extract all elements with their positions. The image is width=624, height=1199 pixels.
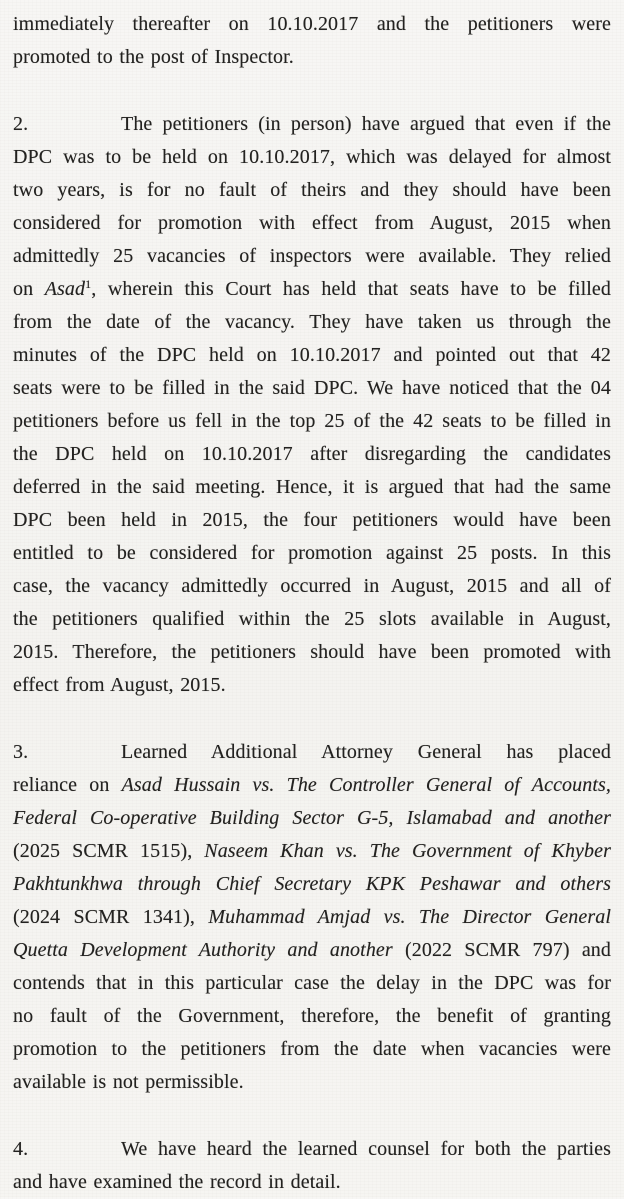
text-segment: (2025 SCMR 1515), bbox=[13, 840, 205, 862]
text-segment: seats were to be filled in the said DPC. We have noticed that the 04 bbox=[13, 377, 611, 399]
text-line bbox=[13, 372, 611, 405]
text-segment: deferred in the said meeting. Hence, it is argued that had the same bbox=[13, 476, 611, 498]
text-segment: (2024 SCMR 1341), bbox=[13, 906, 209, 928]
text-line bbox=[13, 8, 611, 41]
text-line bbox=[13, 471, 611, 504]
text-line bbox=[13, 636, 611, 669]
text-segment: Asad Hussain vs. The Controller General of Accounts, bbox=[121, 774, 611, 796]
text-line bbox=[13, 901, 611, 934]
text-line bbox=[13, 769, 611, 802]
text-line bbox=[13, 174, 611, 207]
text-segment: Asad bbox=[44, 278, 86, 300]
text-line bbox=[13, 934, 611, 967]
text-segment: We have heard the learned counsel for both the parties bbox=[121, 1138, 611, 1160]
paragraph-number: 4. bbox=[13, 1138, 29, 1160]
text-line bbox=[13, 1133, 611, 1166]
text-line bbox=[13, 108, 611, 141]
text-segment: Learned Additional Attorney General has placed bbox=[121, 741, 611, 763]
paragraph-number: 3. bbox=[13, 741, 29, 763]
text-segment: effect from August, 2015. bbox=[13, 674, 226, 696]
text-segment: admittedly 25 vacancies of inspectors were available. They relied bbox=[13, 245, 611, 267]
text-line bbox=[13, 1000, 611, 1033]
paragraph-number: 2. bbox=[13, 113, 29, 135]
text-line bbox=[13, 405, 611, 438]
text-segment: considered for promotion with effect from August, 2015 when bbox=[13, 212, 611, 234]
text-line bbox=[13, 669, 611, 702]
text-segment: no fault of the Government, therefore, the benefit of granting bbox=[13, 1005, 611, 1027]
text-line bbox=[13, 41, 611, 74]
text-segment: case, the vacancy admittedly occurred in August, 2015 and all of bbox=[13, 575, 611, 597]
text-line bbox=[13, 1033, 611, 1066]
text-segment: the DPC held on 10.10.2017 after disregarding the candidates bbox=[13, 443, 611, 465]
text-line bbox=[13, 868, 611, 901]
text-segment: , wherein this Court has held that seats have to be filled bbox=[91, 278, 611, 300]
text-segment: contends that in this particular case the delay in the DPC was for bbox=[13, 972, 611, 994]
text-segment: The petitioners (in person) have argued that even if the bbox=[121, 113, 611, 135]
text-line bbox=[13, 603, 611, 636]
text-line bbox=[13, 141, 611, 174]
text-line bbox=[13, 306, 611, 339]
paragraph bbox=[13, 108, 611, 702]
text-segment: petitioners before us fell in the top 25 of the 42 seats to be filled in bbox=[13, 410, 611, 432]
text-segment: and have examined the record in detail. bbox=[13, 1171, 341, 1193]
text-segment: Pakhtunkhwa through Chief Secretary KPK Peshawar and others bbox=[13, 873, 611, 895]
text-segment: Muhammad Amjad vs. The Director General bbox=[208, 906, 611, 928]
text-segment: the petitioners qualified within the 25 slots available in August, bbox=[13, 608, 611, 630]
text-segment: on bbox=[13, 278, 45, 300]
text-line bbox=[13, 207, 611, 240]
text-segment: DPC was to be held on 10.10.2017, which was delayed for almost bbox=[13, 146, 611, 168]
text-segment: from the date of the vacancy. They have taken us through the bbox=[13, 311, 611, 333]
paragraph bbox=[13, 1133, 611, 1199]
text-segment: 1 bbox=[85, 277, 92, 291]
text-segment: available is not permissible. bbox=[13, 1071, 244, 1093]
text-segment: Naseem Khan vs. The Government of Khyber bbox=[204, 840, 611, 862]
text-segment: 2015. Therefore, the petitioners should have been promoted with bbox=[13, 641, 611, 663]
text-line bbox=[13, 736, 611, 769]
text-line bbox=[13, 339, 611, 372]
text-line bbox=[13, 1066, 611, 1099]
text-line bbox=[13, 438, 611, 471]
text-segment: Quetta Development Authority and another bbox=[13, 939, 393, 961]
text-segment: two years, is for no fault of theirs and they should have been bbox=[13, 179, 611, 201]
text-line bbox=[13, 537, 611, 570]
text-segment: entitled to be considered for promotion against 25 posts. In this bbox=[13, 542, 611, 564]
text-segment: (2022 SCMR 797) and bbox=[392, 939, 611, 961]
text-segment: promoted to the post of Inspector. bbox=[13, 46, 294, 68]
text-segment: reliance on bbox=[13, 774, 122, 796]
paragraph bbox=[13, 736, 611, 1099]
text-segment: minutes of the DPC held on 10.10.2017 and pointed out that 42 bbox=[13, 344, 611, 366]
text-segment: Federal Co-operative Building Sector G-5, Islamabad and another bbox=[13, 807, 611, 829]
text-segment: immediately thereafter on 10.10.2017 and the petitioners were bbox=[13, 13, 611, 35]
text-line bbox=[13, 1166, 611, 1199]
text-segment: DPC been held in 2015, the four petitioners would have been bbox=[13, 509, 611, 531]
text-line bbox=[13, 504, 611, 537]
text-segment: promotion to the petitioners from the date when vacancies were bbox=[13, 1038, 611, 1060]
text-line bbox=[13, 967, 611, 1000]
text-line bbox=[13, 570, 611, 603]
text-line bbox=[13, 240, 611, 273]
paragraph bbox=[13, 8, 611, 74]
text-line bbox=[13, 802, 611, 835]
text-line bbox=[13, 273, 611, 306]
text-line bbox=[13, 835, 611, 868]
